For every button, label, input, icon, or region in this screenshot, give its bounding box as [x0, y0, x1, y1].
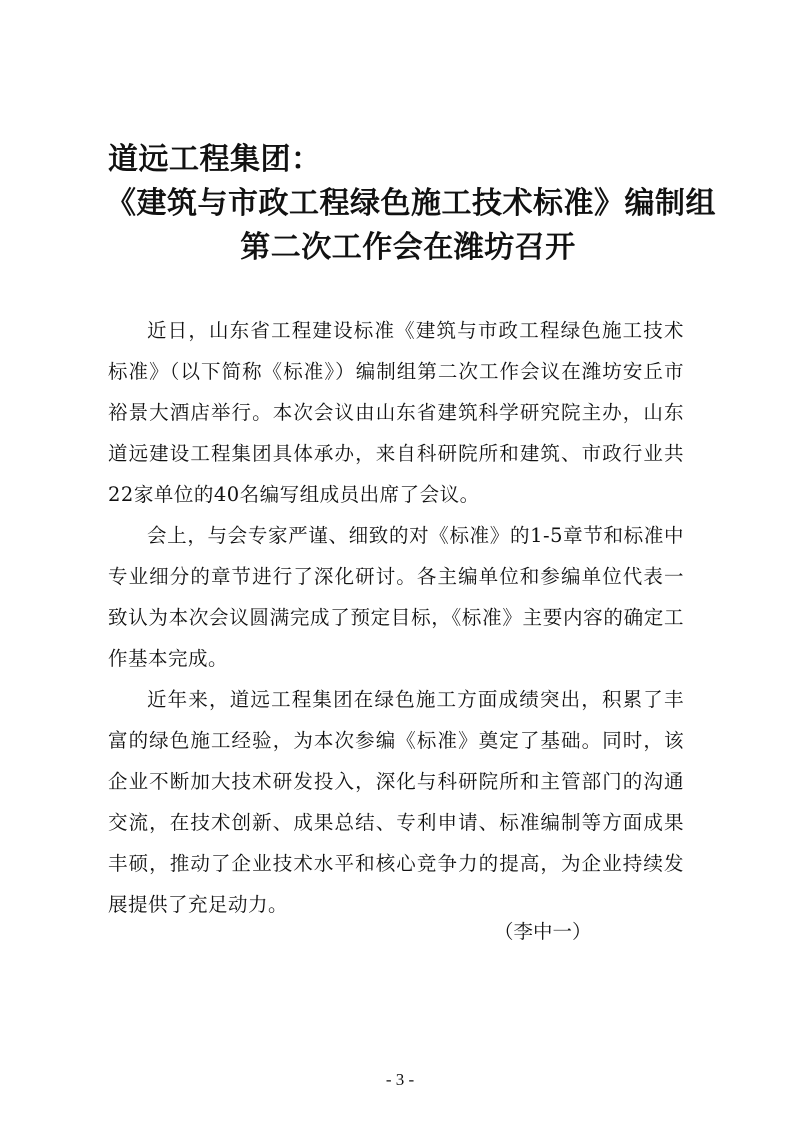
- title-line-3: 第二次工作会在潍坊召开: [240, 230, 576, 265]
- paragraph-1: 近日，山东省工程建设标准《建筑与市政工程绿色施工技术标准》（以下简称《标准》）编制组第二次工作会议在潍坊安丘市裕景大酒店举行。本次会议由山东省建筑科学研究院主办，山东道远建设工程集团具体承办，来自科研院所和建筑、市政行业共22家单位的40名编写组成员出席了会议。: [108, 319, 684, 506]
- article-body: [108, 310, 684, 925]
- article-title: [106, 138, 716, 270]
- paragraph-2: 会上，与会专家严谨、细致的对《标准》的1-5章节和标准中专业细分的章节进行了深化研讨。各主编单位和参编单位代表一致认为本次会议圆满完成了预定目标，《标准》主要内容的确定工作基本完成。: [108, 524, 684, 670]
- paragraph-3: 近年来，道远工程集团在绿色施工方面成绩突出，积累了丰富的绿色施工经验，为本次参编《标准》奠定了基础。同时，该企业不断加大技术研发投入，深化与科研院所和主管部门的沟通交流，在技术创新、成果总结、专利申请、标准编制等方面成果丰硕，推动了企业技术水平和核心竞争力的提高，为企业持续发展提供了充足动力。: [108, 688, 684, 916]
- title-line-2: 《建筑与市政工程绿色施工技术标准》编制组: [106, 186, 716, 221]
- author-signature: （李中一）: [494, 920, 592, 943]
- page-number: - 3 -: [385, 1070, 415, 1089]
- title-line-1: 道远工程集团：: [108, 142, 322, 177]
